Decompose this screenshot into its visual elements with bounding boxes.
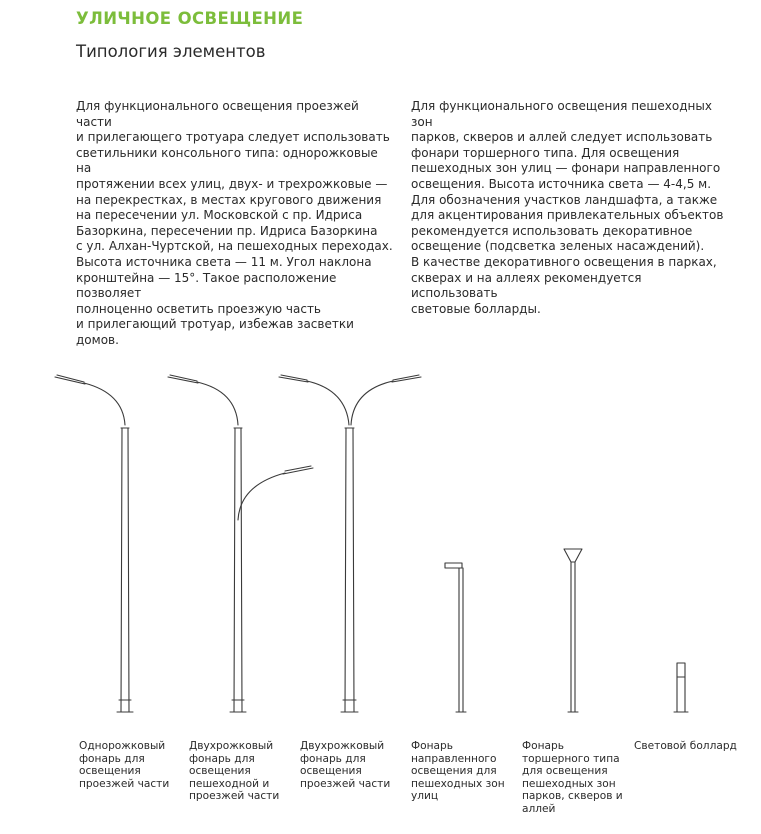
pedestrian-lighting-description: Для функционального освещения пешеходных зон парков, скверов и аллей следует использовать фонари торшерного типа. Для освещения пешеходных зон улиц — фонари направленного освещения. Высота источника света — 4-4,5 м. Для обозначения участков ландшафта, а также для акцентирования привлекательных объектов рекомендуется использовать декоративное освещение (подсветка зеленых насаждений). В качестве декоративного освещения в парках, скверах и на аллеях рекомендуется использовать световые болларды. — [411, 99, 724, 316]
two-arm-asymmetric-pole-drawing — [168, 375, 313, 712]
directional-lamp-drawing — [445, 563, 466, 712]
caption-light-bollard: Световой боллард — [634, 740, 737, 752]
page-title: УЛИЧНОЕ ОСВЕЩЕНИЕ — [76, 9, 304, 28]
two-arm-symmetric-pole-drawing — [279, 375, 421, 712]
page-subtitle: Типология элементов — [76, 42, 266, 61]
caption-directional-lamp: Фонарь направленного освещения для пешеходных зон улиц — [411, 740, 505, 803]
caption-single-arm-pole: Однорожковый фонарь для освещения проезжей части — [79, 740, 170, 790]
light-bollard-drawing — [674, 663, 688, 712]
road-lighting-description: Для функционального освещения проезжей части и прилегающего тротуара следует использовать светильники консольного типа: однорожковые на протяжении всех улиц, двух- и трехрожковые — на перекрестках, в местах кругового движения на пересечении ул. Московской с пр. Идриса Базоркина, пересечении пр. Идриса Базоркина с ул. Алхан-Чуртской, на пешеходных переходах. Высота источника света — 11 м. Угол наклона кронштейна — 15°. Такое расположение позволяет полноценно осветить проезжую часть и прилегающий тротуар, избежав засветки домов. — [76, 99, 393, 347]
caption-floor-lamp: Фонарь торшерного типа для освещения пешеходных зон парков, скверов и аллей — [522, 740, 623, 815]
caption-two-arm-asymmetric-pole: Двухрожковый фонарь для освещения пешеходной и проезжей части — [189, 740, 280, 803]
floor-lamp-drawing — [564, 549, 582, 712]
single-arm-pole-drawing — [55, 375, 133, 712]
caption-two-arm-symmetric-pole: Двухрожковый фонарь для освещения проезжей части — [300, 740, 391, 790]
